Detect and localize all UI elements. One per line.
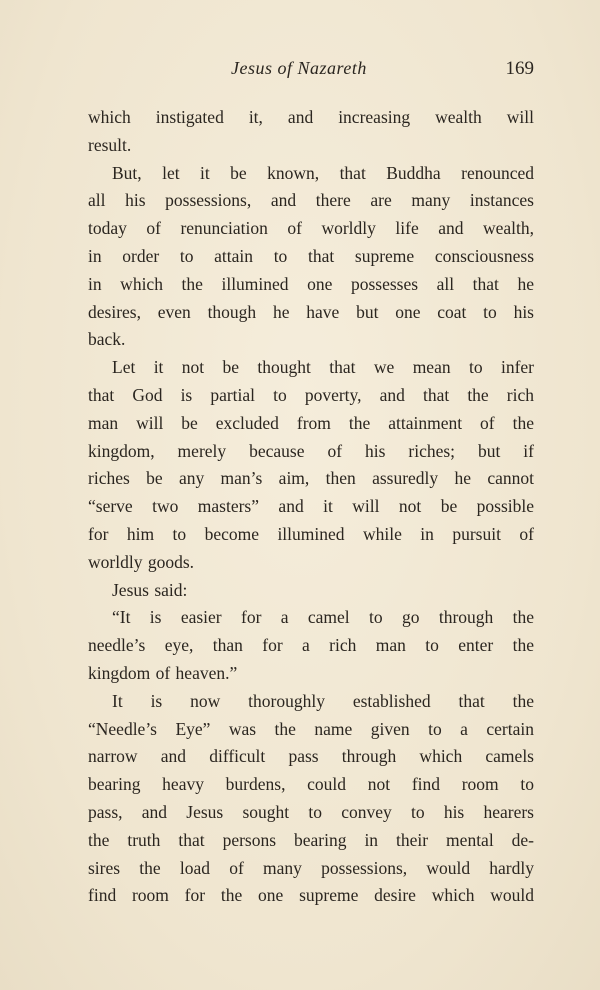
- text-line: man will be excluded from the attainment of the: [88, 412, 534, 433]
- text-line: narrow and difficult pass through which camels: [88, 746, 534, 767]
- text-line: that God is partial to poverty, and that the rich: [88, 384, 534, 405]
- text-line: “serve two masters” and it will not be possible: [88, 496, 534, 517]
- text-line: needle’s eye, than for a rich man to enter the: [88, 635, 534, 656]
- paragraph: [88, 104, 534, 160]
- text-line: result.: [88, 134, 132, 155]
- text-line: all his possessions, and there are many instances: [88, 190, 534, 211]
- text-line: which instigated it, and increasing wealth will: [88, 107, 534, 127]
- text-line: desires, even though he have but one coat to his: [88, 301, 534, 322]
- text-line: kingdom of heaven.”: [88, 662, 238, 683]
- text-line: back.: [88, 329, 126, 350]
- text-line: It is now thoroughly established that the: [112, 690, 534, 711]
- text-line: find room for the one supreme desire which would: [88, 885, 534, 906]
- text-line: for him to become illumined while in pursuit of: [88, 523, 534, 544]
- text-line: riches be any man’s aim, then assuredly he cannot: [88, 468, 534, 489]
- paragraph: [88, 160, 534, 355]
- text-line: Jesus said:: [112, 579, 188, 600]
- text-line: pass, and Jesus sought to convey to his hearers: [88, 801, 534, 822]
- running-head: [88, 58, 534, 88]
- text-line: kingdom, merely because of his riches; but if: [88, 440, 534, 461]
- paragraph: [88, 577, 534, 605]
- text-line: in which the illumined one possesses all that he: [88, 273, 534, 294]
- text-line: sires the load of many possessions, would hardly: [88, 857, 534, 878]
- text-line: “Needle’s Eye” was the name given to a certain: [88, 718, 534, 739]
- text-line: “It is easier for a camel to go through the: [112, 607, 534, 628]
- text-line: But, let it be known, that Buddha renounced: [112, 162, 534, 183]
- text-line: bearing heavy burdens, could not find room to: [88, 774, 534, 795]
- text-line: Let it not be thought that we mean to infer: [112, 357, 534, 378]
- running-title: Jesus of Nazareth: [231, 58, 367, 78]
- text-line: worldly goods.: [88, 551, 194, 572]
- paragraph: [88, 688, 534, 910]
- text-line: today of renunciation of worldly life and wealth,: [88, 218, 534, 239]
- paragraph: [88, 354, 534, 576]
- body-text: [88, 104, 534, 910]
- paragraph: [88, 604, 534, 687]
- page-number: 169: [505, 58, 534, 79]
- text-line: the truth that persons bearing in their mental de-: [88, 829, 534, 850]
- text-line: in order to attain to that supreme consciousness: [88, 245, 534, 266]
